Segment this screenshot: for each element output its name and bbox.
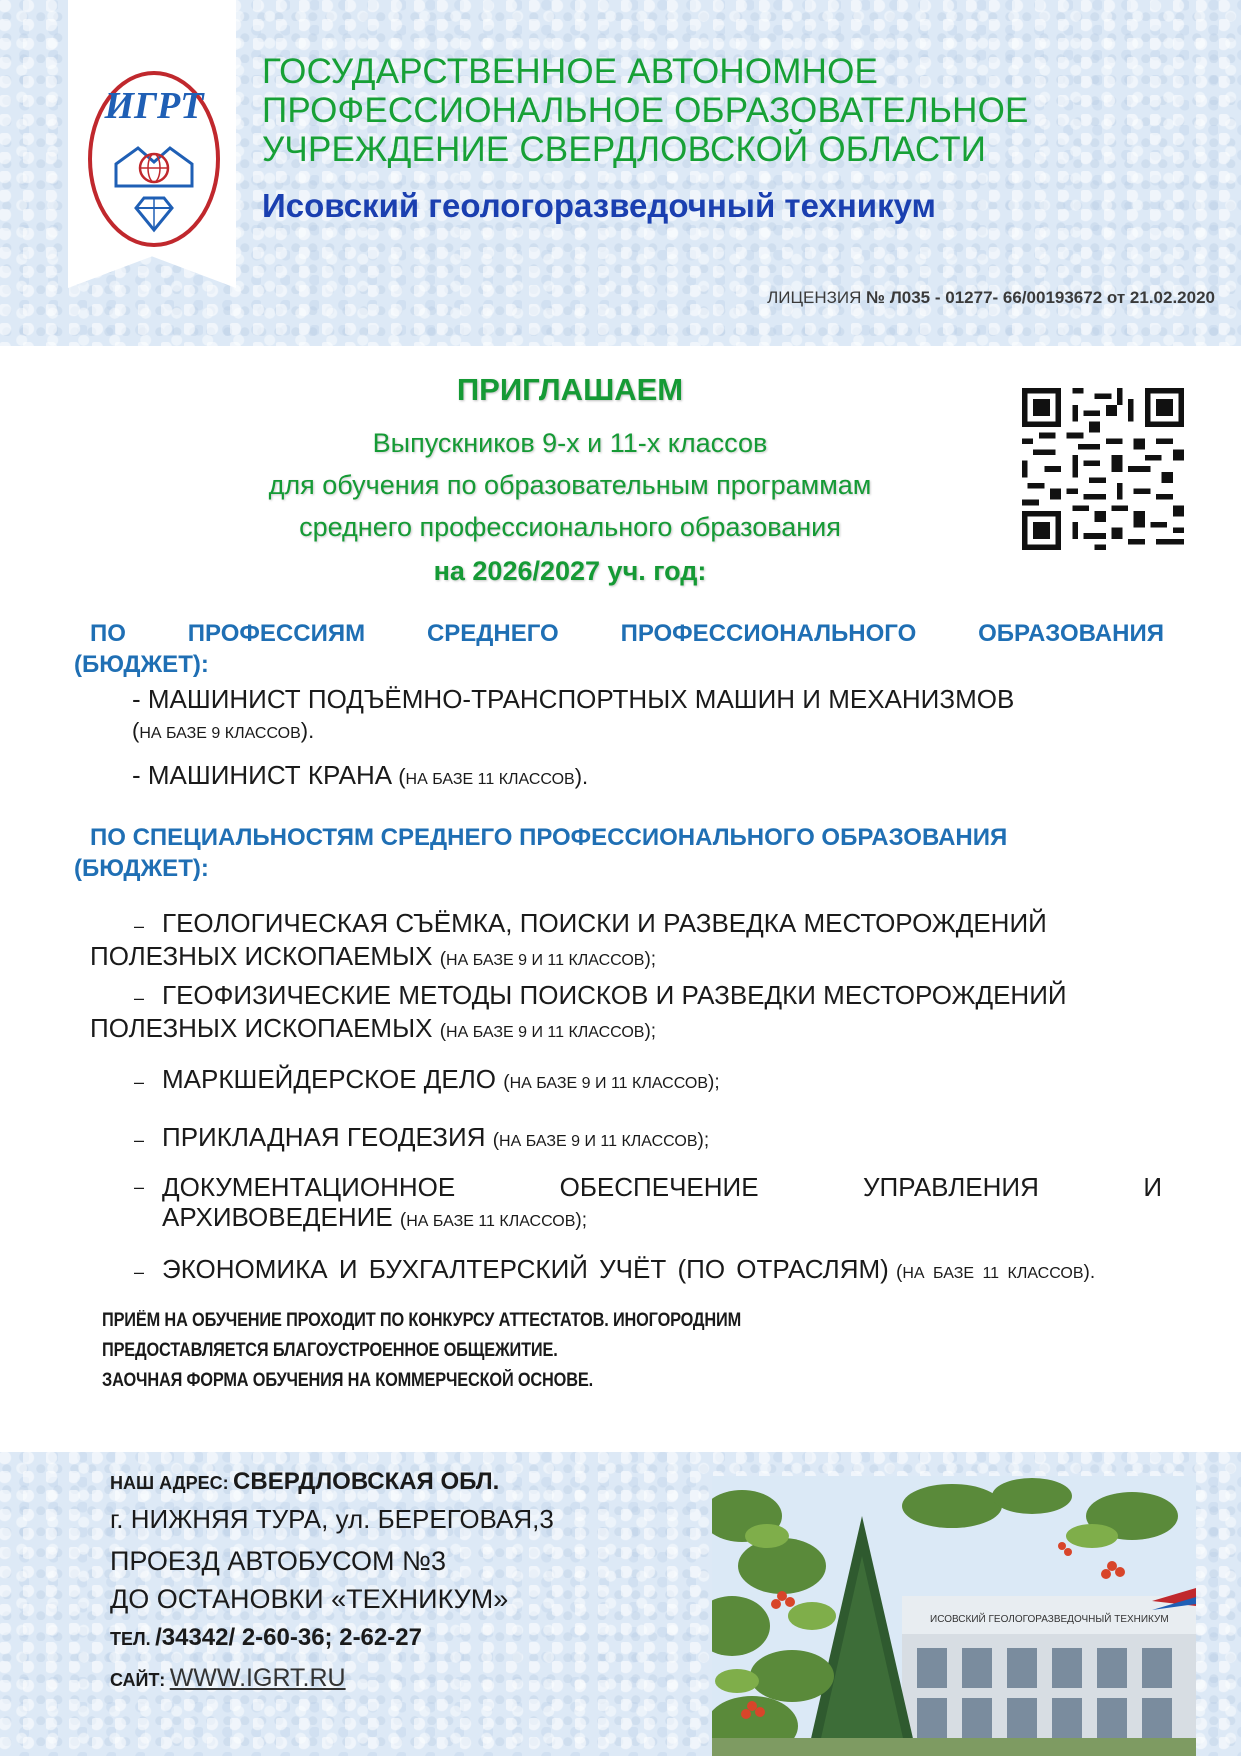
admission-line-3: ЗАОЧНАЯ ФОРМА ОБУЧЕНИЯ НА КОММЕРЧЕСКОЙ ОСНОВЕ.	[102, 1370, 593, 1391]
invite-year: на 2026/2027 уч. год:	[433, 556, 707, 586]
profession-item-2: - МАШИНИСТ КРАНА (НА БАЗЕ 11 КЛАССОВ).	[132, 760, 589, 790]
org-line-2: ПРОФЕССИОНАЛЬНОЕ ОБРАЗОВАТЕЛЬНОЕ	[262, 91, 1029, 130]
admission-line-2: ПРЕДОСТАВЛЯЕТСЯ БЛАГОУСТРОЕННОЕ ОБЩЕЖИТИЕ.	[102, 1340, 558, 1361]
professions-heading: ПО ПРОФЕССИЯМ СРЕДНЕГО ПРОФЕССИОНАЛЬНОГО ОБРАЗОВАНИЯ (БЮДЖЕТ):	[74, 620, 1164, 678]
building-photo-icon	[712, 1476, 1196, 1756]
address-city-street: г. НИЖНЯЯ ТУРА, ул. БЕРЕГОВАЯ,3	[110, 1504, 554, 1534]
specialty-item-1: – ГЕОЛОГИЧЕСКАЯ СЪЁМКА, ПОИСКИ И РАЗВЕДКА МЕСТОРОЖДЕНИЙ ПОЛЕЗНЫХ ИСКОПАЕМЫХ (НА БАЗЕ 9 И 11 КЛАССОВ);	[90, 908, 1047, 971]
igrt-logo-icon	[86, 68, 222, 250]
invite-line-2: для обучения по образовательным программам	[268, 470, 872, 500]
invite-title: ПРИГЛАШАЕМ	[456, 372, 684, 407]
invite-line-3: среднего профессионального образования	[299, 512, 841, 542]
license-text: ЛИЦЕНЗИЯ № Л035 - 01277- 66/00193672 от 21.02.2020	[767, 288, 1215, 307]
svg-text:ИГРТ: ИГРТ	[104, 85, 204, 127]
profession-item-1: - МАШИНИСТ ПОДЪЁМНО-ТРАНСПОРТНЫХ МАШИН И МЕХАНИЗМОВ	[132, 684, 1015, 714]
site: САЙТ: WWW.IGRT.RU	[110, 1664, 346, 1692]
bus-line-1: ПРОЕЗД АВТОБУСОМ №3	[110, 1546, 446, 1576]
site-link[interactable]: WWW.IGRT.RU	[169, 1664, 346, 1692]
qr-code-icon	[1022, 388, 1184, 550]
bus-line-2: ДО ОСТАНОВКИ «ТЕХНИКУМ»	[110, 1584, 509, 1614]
address-region: НАШ АДРЕС: СВЕРДЛОВСКАЯ ОБЛ.	[110, 1468, 500, 1495]
specialty-item-3: – МАРКШЕЙДЕРСКОЕ ДЕЛО (НА БАЗЕ 9 И 11 КЛАССОВ);	[134, 1064, 720, 1094]
specialty-item-6: – ЭКОНОМИКА И БУХГАЛТЕРСКИЙ УЧЁТ (ПО ОТРАСЛЯМ) (НА БАЗЕ 11 КЛАССОВ).	[134, 1254, 1096, 1284]
profession-item-1-note: (НА БАЗЕ 9 КЛАССОВ).	[132, 718, 315, 743]
specialty-item-5: – ДОКУМЕНТАЦИОННОЕ ОБЕСПЕЧЕНИЕ УПРАВЛЕНИЯ И АРХИВОВЕДЕНИЕ (НА БАЗЕ 11 КЛАССОВ);	[134, 1172, 1162, 1232]
invite-line-1: Выпускников 9-х и 11-х классов	[372, 428, 768, 458]
svg-text:ИСОВСКИЙ ГЕОЛОГОРАЗВЕДОЧНЫЙ ТЕ: ИСОВСКИЙ ГЕОЛОГОРАЗВЕДОЧНЫЙ ТЕХНИКУМ	[930, 1614, 1169, 1625]
phone: ТЕЛ. /34342/ 2-60-36; 2-62-27	[110, 1624, 422, 1651]
org-name: Исовский геологоразведочный техникум	[262, 187, 936, 224]
admission-line-1: ПРИЁМ НА ОБУЧЕНИЕ ПРОХОДИТ ПО КОНКУРСУ АТТЕСТАТОВ. ИНОГОРОДНИМ	[102, 1310, 742, 1331]
building-photo	[712, 1476, 1196, 1756]
org-line-3: УЧРЕЖДЕНИЕ СВЕРДЛОВСКОЙ ОБЛАСТИ	[262, 130, 987, 169]
specialty-item-4: – ПРИКЛАДНАЯ ГЕОДЕЗИЯ (НА БАЗЕ 9 И 11 КЛАССОВ);	[134, 1122, 710, 1152]
specialties-heading: ПО СПЕЦИАЛЬНОСТЯМ СРЕДНЕГО ПРОФЕССИОНАЛЬНОГО ОБРАЗОВАНИЯ (БЮДЖЕТ):	[74, 824, 1008, 882]
specialty-item-2: – ГЕОФИЗИЧЕСКИЕ МЕТОДЫ ПОИСКОВ И РАЗВЕДКИ МЕСТОРОЖДЕНИЙ ПОЛЕЗНЫХ ИСКОПАЕМЫХ (НА БАЗЕ 9 И 11 КЛАССОВ);	[90, 980, 1067, 1043]
org-line-1: ГОСУДАРСТВЕННОЕ АВТОНОМНОЕ	[262, 52, 879, 91]
